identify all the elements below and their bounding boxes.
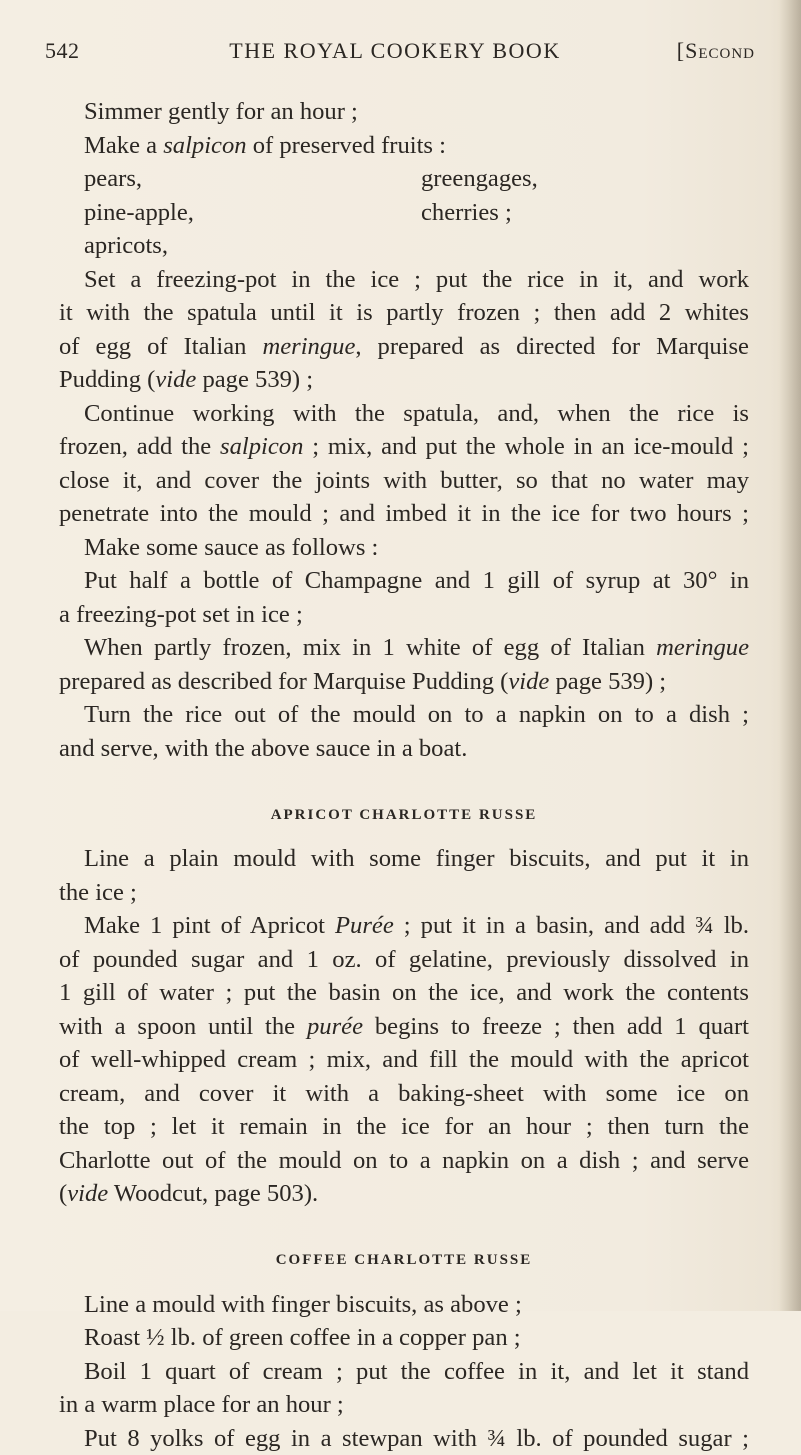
text-line: (vide Woodcut, page 503). [59, 1177, 749, 1211]
text-line: a freezing-pot set in ice ; [59, 598, 749, 632]
text-line: with a spoon until the purée begins to freeze ; then add 1 quart [59, 1010, 749, 1044]
text-line: Line a plain mould with some finger biscuits, and put it in [59, 842, 749, 876]
text-line: Simmer gently for an hour ; [59, 95, 749, 129]
spacer [59, 765, 749, 799]
fruit-list-row [59, 196, 749, 230]
spacer [59, 1211, 749, 1245]
text-line: it with the spatula until it is partly frozen ; then add 2 whites [59, 296, 749, 330]
fruit-item: pears, [84, 165, 142, 192]
page-text [59, 95, 749, 1455]
text-line: Continue working with the spatula, and, when the rice is [59, 397, 749, 431]
text-line: penetrate into the mould ; and imbed it in the ice for two hours ; [59, 497, 749, 531]
fruit-item: cherries ; [421, 196, 512, 230]
text-line: and serve, with the above sauce in a boat. [59, 732, 749, 766]
running-title: THE ROYAL COOKERY BOOK [185, 38, 605, 64]
text-line: Put half a bottle of Champagne and 1 gill of syrup at 30° in [59, 564, 749, 598]
page-number: 542 [45, 38, 80, 64]
page-edge-shadow [779, 0, 801, 1311]
fruit-item: greengages, [421, 162, 538, 196]
spacer [59, 1278, 749, 1288]
text-line: the ice ; [59, 876, 749, 910]
text-line: Boil 1 quart of cream ; put the coffee in it, and let it stand [59, 1355, 749, 1389]
text-line: Line a mould with finger biscuits, as above ; [59, 1288, 749, 1322]
fruit-item: apricots, [84, 232, 168, 259]
section-heading-coffee: COFFEE CHARLOTTE RUSSE [59, 1244, 749, 1278]
text-line: frozen, add the salpicon ; mix, and put the whole in an ice-mould ; [59, 430, 749, 464]
text-line: Make a salpicon of preserved fruits : [59, 129, 749, 163]
text-line: Make some sauce as follows : [59, 531, 749, 565]
text-line: of well-whipped cream ; mix, and fill the mould with the apricot [59, 1043, 749, 1077]
text-line: Pudding (vide page 539) ; [59, 363, 749, 397]
fruit-list-row [59, 162, 749, 196]
text-line: in a warm place for an hour ; [59, 1388, 749, 1422]
fruit-list-row [59, 229, 749, 263]
section-heading-apricot: APRICOT CHARLOTTE RUSSE [59, 799, 749, 833]
text-line: close it, and cover the joints with butter, so that no water may [59, 464, 749, 498]
text-line: When partly frozen, mix in 1 white of egg of Italian meringue [59, 631, 749, 665]
text-line: prepared as described for Marquise Pudding (vide page 539) ; [59, 665, 749, 699]
fruit-item: pine-apple, [84, 199, 194, 226]
text-line: cream, and cover it with a baking-sheet with some ice on [59, 1077, 749, 1111]
text-line: Put 8 yolks of egg in a stewpan with ¾ lb. of pounded sugar ; [59, 1422, 749, 1455]
text-line: Set a freezing-pot in the ice ; put the rice in it, and work [59, 263, 749, 297]
page-header [45, 38, 755, 68]
text-line: Make 1 pint of Apricot Purée ; put it in a basin, and add ¾ lb. [59, 909, 749, 943]
text-line: 1 gill of water ; put the basin on the ice, and work the contents [59, 976, 749, 1010]
text-line: the top ; let it remain in the ice for an hour ; then turn the [59, 1110, 749, 1144]
text-line: of egg of Italian meringue, prepared as directed for Marquise [59, 330, 749, 364]
text-line: Roast ½ lb. of green coffee in a copper pan ; [59, 1321, 749, 1355]
text-line: Charlotte out of the mould on to a napkin on a dish ; and serve [59, 1144, 749, 1178]
part-label: [Second [677, 38, 755, 64]
text-line: of pounded sugar and 1 oz. of gelatine, previously dissolved in [59, 943, 749, 977]
text-line: Turn the rice out of the mould on to a napkin on to a dish ; [59, 698, 749, 732]
spacer [59, 832, 749, 842]
